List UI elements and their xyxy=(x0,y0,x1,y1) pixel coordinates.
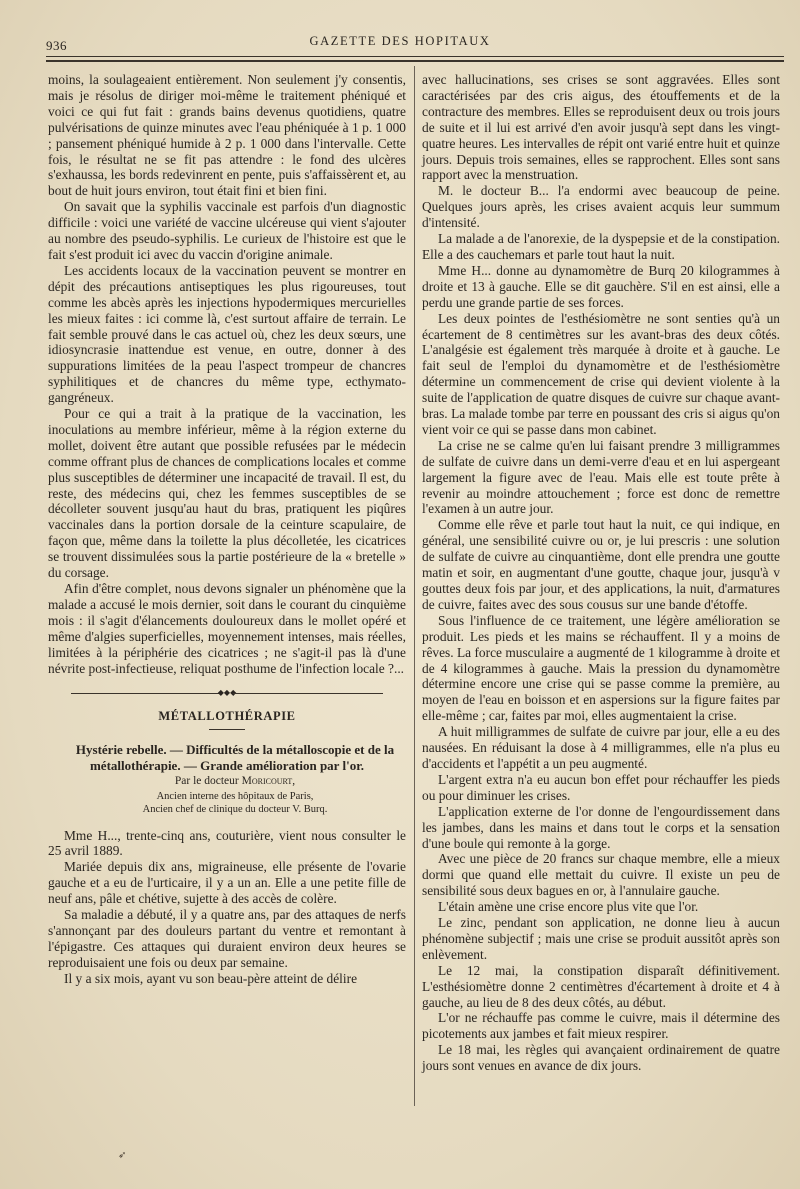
right-column xyxy=(422,72,780,1074)
author-name: Moricourt, xyxy=(241,774,296,787)
paragraph: Il y a six mois, ayant vu son beau-père atteint de délire xyxy=(64,970,358,986)
paragraph: Les accidents locaux de la vaccination peuvent se montrer en dépit des précautions antiseptiques les plus rigoureuses, tout comme les abcès après les injections hypodermiques mercurielles les mieux faites : ici comme là, c'est surtout affaire de terrain. Le fait semble prouvé dans le cas actuel où, chez les deux sœurs, une idiosyncrasie inattendue est venue, en outre, donner à des suppurations limitées de la peau l'aspect trompeur de chancres syphilitiques et de chancres du même type, ecthymato-gangréneux. xyxy=(48,262,406,406)
running-title: GAZETTE DES HOPITAUX xyxy=(309,34,491,48)
paragraph: Sa maladie a débuté, il y a quatre ans, par des attaques de nerfs s'annonçant par des douleurs partant du ventre et remontant à l'épigastre. Ces attaques qui duraient environ deux heures se reproduisaient une fois ou deux par semaine. xyxy=(48,907,406,970)
divider-ornament: ◆◆◆ xyxy=(217,688,237,698)
printer-mark: ➶ xyxy=(118,1150,127,1161)
paragraph: Mme H... donne au dynamomètre de Burq 20 kilogrammes à droite et 13 à gauche. Elle se dit gauchère. S'il en est ainsi, elle a perdu une grande partie de ses forces. xyxy=(422,262,780,310)
paragraph: Mariée depuis dix ans, migraineuse, elle présente de l'ovarie gauche et a eu de l'urticaire, il y a un an. Elle a une petite fille de neuf ans, pâle et chétive, sujette à des accès de colère. xyxy=(48,859,406,907)
paragraph: La crise ne se calme qu'en lui faisant prendre 3 milligrammes de sulfate de cuivre dans un demi-verre d'eau et en lui aspergeant largement la figure avec de l'eau. Mais elle est toute prête à revenir au moindre attouchement ; force est donc de remettre l'examen à un autre jour. xyxy=(422,437,780,517)
header-rule-thin xyxy=(46,56,784,57)
paragraph: Les deux pointes de l'esthésiomètre ne sont senties qu'à un écartement de 8 centimètres sur les avant-bras des deux côtés. L'analgésie est également très marquée à droite et à gauche. Le fait seul de l'emploi du dynamomètre et de l'esthésiomètre détermine un commencement de crise qui devient violente à la suite de l'application de quatre disques de cuivre sur chaque avant-bras. La malade tombe par terre en poussant des cris si aigus qu'on vient voir ce qui se passe dans mon cabinet. xyxy=(422,310,780,437)
paragraph: L'argent extra n'a eu aucun bon effet pour réchauffer les pieds ou pour diminuer les crises. xyxy=(422,771,780,803)
article-title: Hystérie rebelle. — Difficultés de la métalloscopie et de la métallothérapie. — Grande amélioration par l'or. xyxy=(75,741,395,773)
section-divider xyxy=(48,688,406,698)
paragraph: Avec une pièce de 20 francs sur chaque membre, elle a mieux dormi que quand elle mettait du cuivre. Il existe un peu de sensibilité sous deux bagues en or, à l'annulaire gauche. xyxy=(422,851,780,899)
header-rule-thick xyxy=(46,60,784,62)
paragraph: Sous l'influence de ce traitement, une légère amélioration se produit. Les pieds et les mains se réchauffent. Il y a moins de rêves. La force musculaire a augmenté de 1 kilogramme à droite et de 4 kilogrammes à gauche. Mais la pression du dynamomètre détermine encore une crise qui se passe comme la première, au moyen de l'eau en boisson et en aspersions sur la figure faites par elle-même ; car, faites par moi, elles augmentaient la crise. xyxy=(422,612,780,724)
paragraph: L'or ne réchauffe pas comme le cuivre, mais il détermine des picotements aux jambes et fait mieux respirer. xyxy=(422,1010,780,1042)
paragraph: Pour ce qui a trait à la pratique de la vaccination, les inoculations au membre inférieur, même à la région externe du mollet, doivent être autant que possible refusées par le médecin comme offrant plus de chances de complications locales et comme plus susceptibles de déterminer une incapacité de travail. Il est, du reste, des médecins qui, chez les femmes susceptibles de se décolleter souvent jusqu'au haut du bras, pratiquent les piqûres vaccinales dans la portion dorsale de la ceinture scapulaire, de façon que, même dans la toilette la plus décolletée, les cicatrices se trouvent dissimulées sous la partie postérieure de la « bretelle » du corsage. xyxy=(48,406,406,581)
affiliation: Ancien interne des hôpitaux de Paris, xyxy=(156,790,314,802)
section-heading: MÉTALLOTHÉRAPIE xyxy=(158,708,296,723)
paragraph: avec hallucinations, ses crises se sont aggravées. Elles sont caractérisées par des cris aigus, des étouffements et de la contracture des membres. Elles se reproduisent deux ou trois jours de suite et il lui est arrivé d'en avoir jusqu'à sept dans les vingt-quatre heures. Les intervalles de répit ont varié entre huit et quinze jours. Depuis trois semaines, elles se rapprochent. Elles sont sans rapport avec la menstruation. xyxy=(422,72,780,183)
paragraph: Le 12 mai, la constipation disparaît définitivement. L'esthésiomètre donne 2 centimètres d'écartement à droite et 4 à gauche, au lieu de 8 des deux côtés, au début. xyxy=(422,962,780,1010)
paragraph: L'application externe de l'or donne de l'engourdissement dans les jambes, dans les mains et dans tout le corps et la sensation d'une boule qui remonte à la gorge. xyxy=(422,803,780,851)
paragraph: M. le docteur B... l'a endormi avec beaucoup de peine. Quelques jours après, les crises avaient acquis leur summum d'intensité. xyxy=(422,183,780,231)
paragraph: Le 18 mai, les règles qui avançaient ordinairement de quatre jours sont venues en avance de dix jours. xyxy=(422,1042,780,1074)
paragraph: Le zinc, pendant son application, ne donne lieu à aucun phénomène subjectif ; mais une crise se produit aussitôt après son enlèvement. xyxy=(422,915,780,962)
heading-underline xyxy=(209,729,245,730)
paragraph: La malade a de l'anorexie, de la dyspepsie et de la constipation. Elle a des cauchemars et parle tout haut la nuit. xyxy=(422,231,780,262)
author-prefix: Par le docteur xyxy=(174,774,242,787)
paragraph: Comme elle rêve et parle tout haut la nuit, ce qui indique, en général, une sensibilité cuivre ou or, je lui prescris : une solution de sulfate de cuivre au cinquantième, dont elle prendra une goutte matin et soir, en augmentant d'une goutte, chaque jour, jusqu'à v gouttes deux fois par jour, et des applications, la nuit, d'armatures de cuivre, faites avec des sous cousus sur une bande d'étoffe. xyxy=(422,517,780,612)
paragraph: A huit milligrammes de sulfate de cuivre par jour, elle a eu des nausées. En réduisant la dose à 4 milligrammes, elle n'a plus eu d'accidents et l'appétit a un peu augmenté. xyxy=(422,724,780,771)
paragraph: moins, la soulageaient entièrement. Non seulement j'y consentis, mais je résolus de diriger moi-même le traitement phéniqué et voici ce qui fut fait : grands bains devenus quotidiens, quatre pulvérisations de quinze minutes avec l'eau phéniquée à 1 p. 1 000 ; pansement phéniqué humide à 2 p. 1 000 dans l'intervalle. Cette fois, le résultat ne se fit pas attendre : le fond des ulcères s'exhaussa, les bords redevinrent en pente, puis s'affaissèrent et, au bout de huit jours environ, tout était fini et bien fini. xyxy=(48,72,406,199)
paragraph: On savait que la syphilis vaccinale est parfois d'un diagnostic difficile : voici une variété de vaccine ulcéreuse qui vient s'ajouter au nombre des pseudo-syphilis. Le curieux de l'histoire est que le fait s'est produit ici avec du vaccin d'origine animale. xyxy=(48,199,406,262)
page-number: 936 xyxy=(46,38,67,53)
paragraph: Mme H..., trente-cinq ans, couturière, vient nous consulter le 25 avril 1889. xyxy=(48,827,406,859)
column-separator xyxy=(414,66,415,1106)
author-line xyxy=(48,774,406,790)
affiliation: Ancien chef de clinique du docteur V. Burq. xyxy=(142,803,328,815)
paragraph: Afin d'être complet, nous devons signaler un phénomène que la malade a accusé le mois dernier, soit dans le courant du cinquième mois : il s'agit d'élancements douloureux dans le mollet opéré et même d'algies superficielles, moyennement intenses, mais réelles, limitées à la périphérie des cicatrices ; ne s'agit-il pas là d'une névrite post-infectieuse, reliquat posthume de l'infection locale ?... xyxy=(48,581,406,676)
left-column xyxy=(48,72,406,987)
paragraph: L'étain amène une crise encore plus vite que l'or. xyxy=(438,899,699,915)
